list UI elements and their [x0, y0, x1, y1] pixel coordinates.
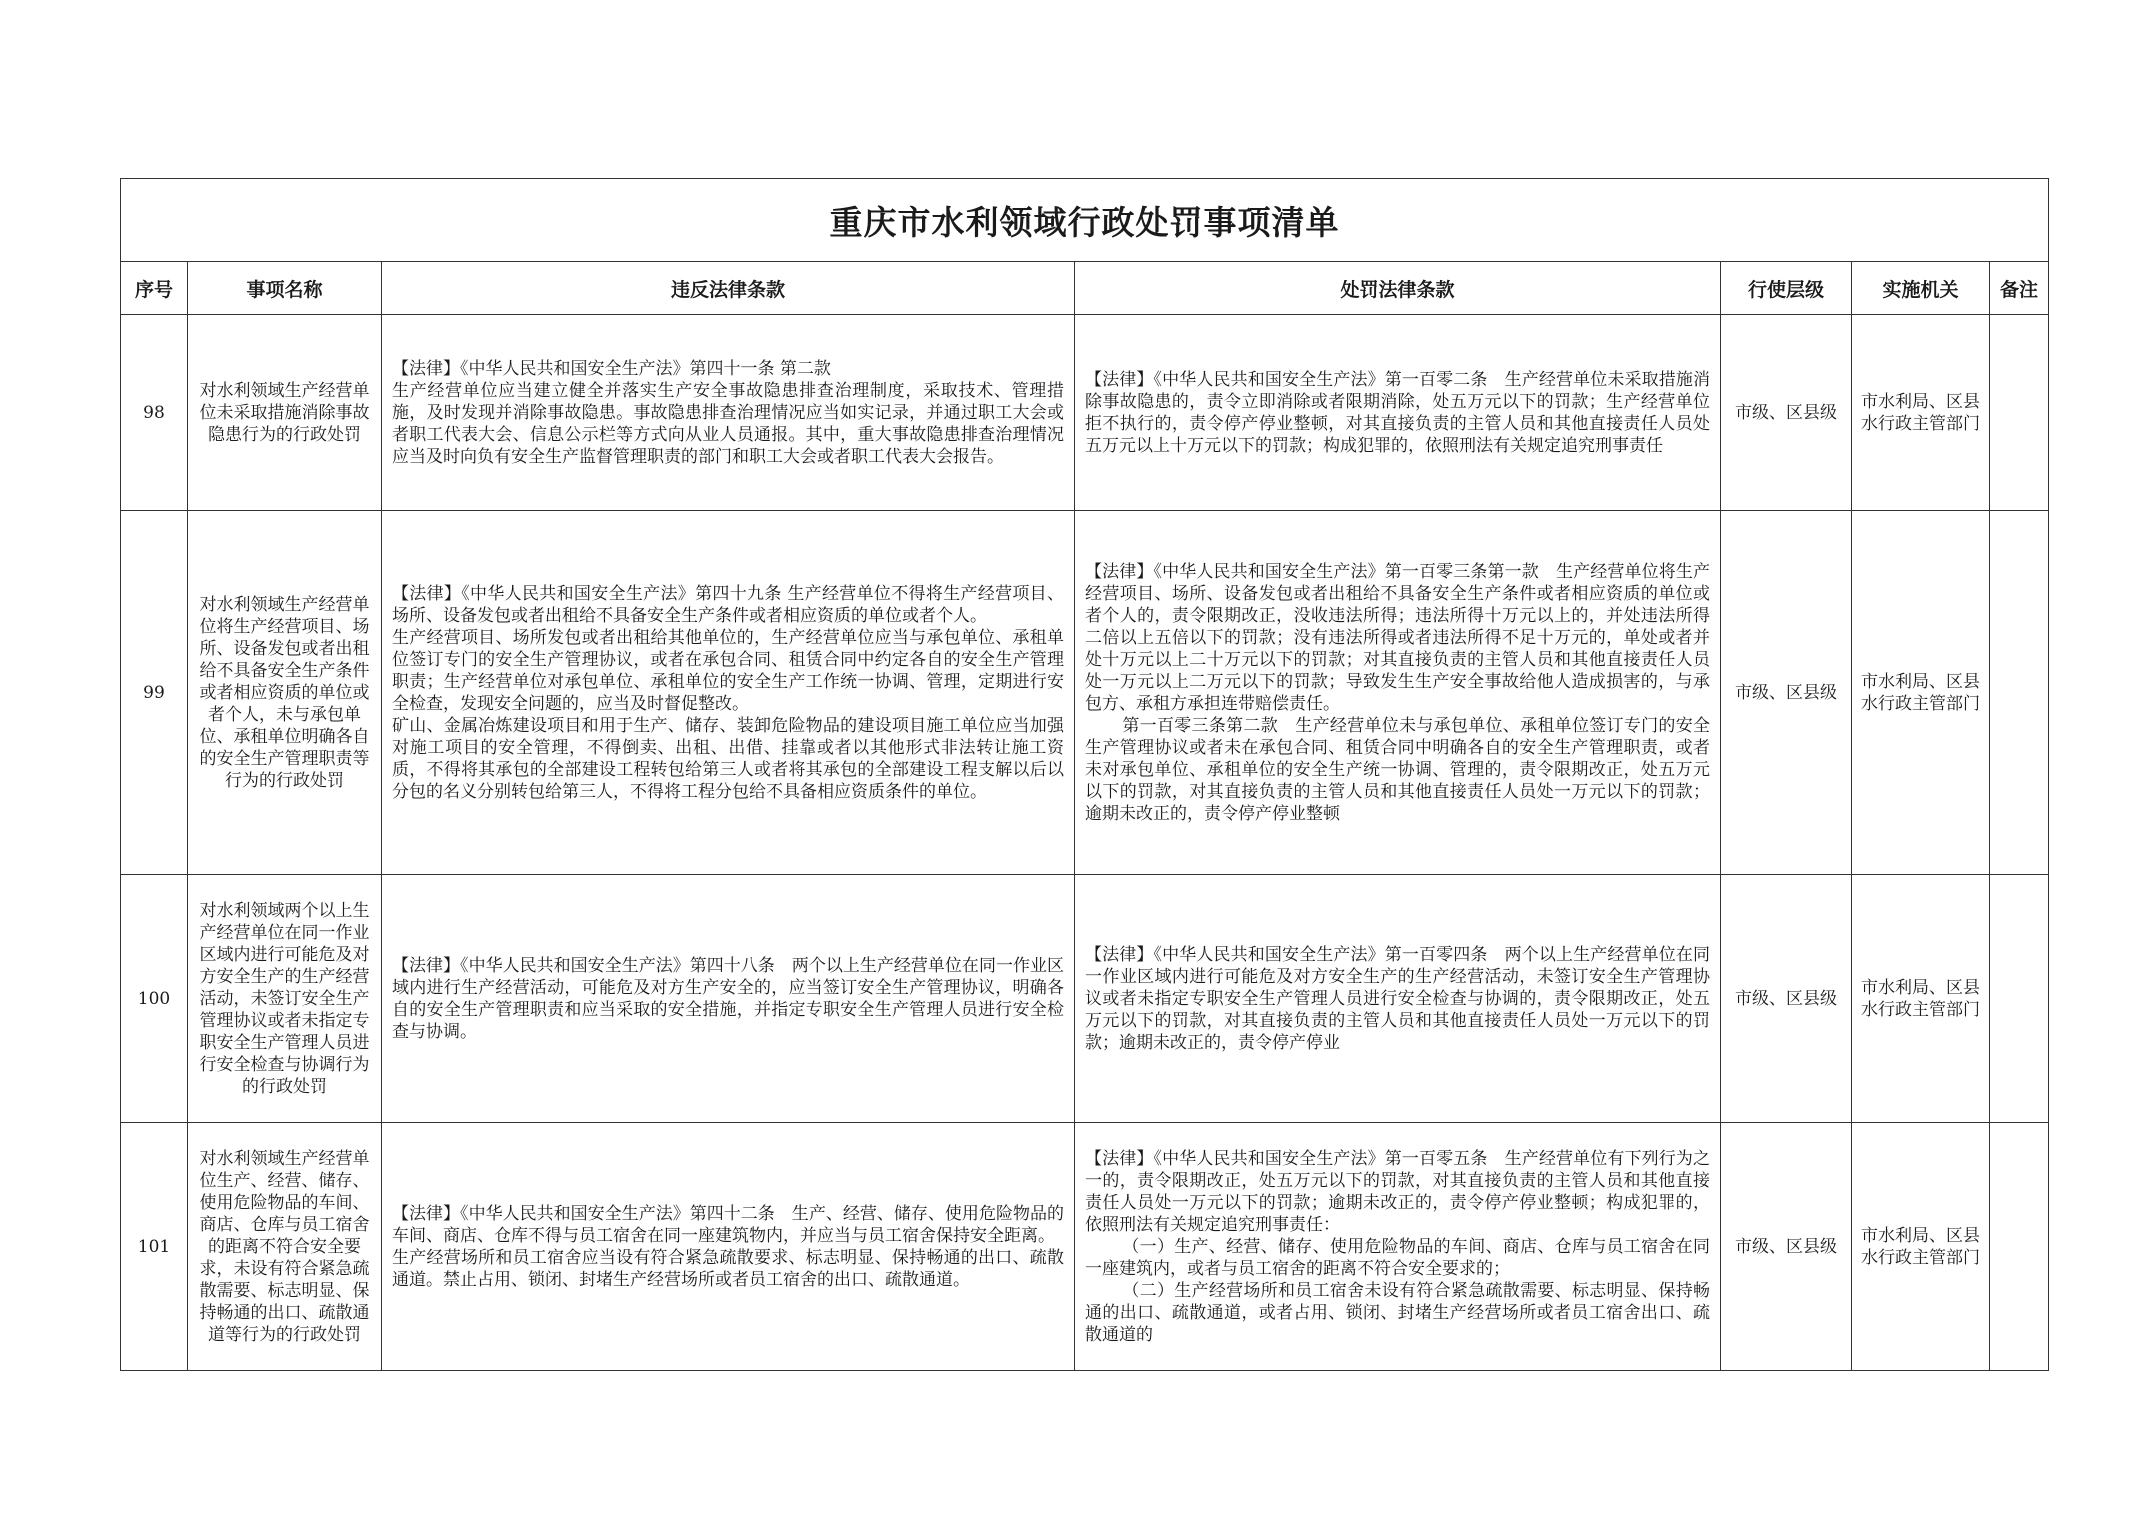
row-agency: 市水利局、区县水行政主管部门: [1852, 1123, 1990, 1371]
row-violation-clause: [382, 511, 1075, 875]
violation-paragraph: 生产经营单位应当建立健全并落实生产安全事故隐患排查治理制度，采取技术、管理措施，及时发现并消除事故隐患。事故隐患排查治理情况应当如实记录，并通过职工大会或者职工代表大会、信息公示栏等方式向从业人员通报。其中，重大事故隐患排查治理情况应当及时向负有安全生产监督管理职责的部门和职工大会或者职工代表大会报告。: [392, 380, 1064, 467]
penalty-paragraph: 【法律】《中华人民共和国安全生产法》第一百零四条 两个以上生产经营单位在同一作业区域内进行可能危及对方安全生产的生产经营活动，未签订安全生产管理协议或者未指定专职安全生产管理人员进行安全检查与协调的，责令限期改正，处五万元以下的罚款，对其直接负责的主管人员和其他直接责任人员处一万元以下的罚款；逾期未改正的，责令停产停业: [1085, 944, 1710, 1053]
penalty-paragraph: 第一百零三条第二款 生产经营单位未与承包单位、承租单位签订专门的安全生产管理协议或者未在承包合同、租赁合同中明确各自的安全生产管理职责，或者未对承包单位、承租单位的安全生产统一协调、管理的，责令限期改正，处五万元以下的罚款，对其直接负责的主管人员和其他直接责任人员处一万元以下的罚款；逾期未改正的，责令停产停业整顿: [1085, 715, 1710, 824]
row-remark: [1990, 315, 2049, 511]
table-row: [121, 875, 2049, 1123]
row-level: 市级、区县级: [1721, 511, 1852, 875]
header-row: [121, 262, 2049, 315]
row-seq: 99: [121, 511, 188, 875]
table-row: [121, 1123, 2049, 1371]
header-agency: 实施机关: [1852, 262, 1990, 315]
header-seq: 序号: [121, 262, 188, 315]
violation-paragraph: 矿山、金属冶炼建设项目和用于生产、储存、装卸危险物品的建设项目施工单位应当加强对施工项目的安全管理，不得倒卖、出租、出借、挂靠或者以其他形式非法转让施工资质，不得将其承包的全部建设工程转包给第三人或者将其承包的全部建设工程支解以后以分包的名义分别转包给第三人，不得将工程分包给不具备相应资质条件的单位。: [392, 715, 1064, 802]
penalty-paragraph: 【法律】《中华人民共和国安全生产法》第一百零五条 生产经营单位有下列行为之一的，责令限期改正，处五万元以下的罚款，对其直接负责的主管人员和其他直接责任人员处一万元以下的罚款；逾期未改正的，责令停产停业整顿；构成犯罪的，依照刑法有关规定追究刑事责任：: [1085, 1148, 1710, 1235]
row-penalty-clause: [1075, 511, 1721, 875]
header-violation: 违反法律条款: [382, 262, 1075, 315]
violation-paragraph: 【法律】《中华人民共和国安全生产法》第四十九条 生产经营单位不得将生产经营项目、场所、设备发包或者出租给不具备安全生产条件或者相应资质的单位或者个人。: [392, 583, 1064, 626]
row-agency: 市水利局、区县水行政主管部门: [1852, 875, 1990, 1123]
row-item-name: 对水利领域生产经营单位将生产经营项目、场所、设备发包或者出租给不具备安全生产条件或者相应资质的单位或者个人，未与承包单位、承租单位明确各自的安全生产管理职责等行为的行政处罚: [188, 511, 382, 875]
row-item-name: 对水利领域生产经营单位未采取措施消除事故隐患行为的行政处罚: [188, 315, 382, 511]
row-seq: 100: [121, 875, 188, 1123]
row-violation-clause: [382, 315, 1075, 511]
row-remark: [1990, 511, 2049, 875]
row-agency: 市水利局、区县水行政主管部门: [1852, 315, 1990, 511]
row-seq: 101: [121, 1123, 188, 1371]
table-row: [121, 511, 2049, 875]
violation-paragraph: 【法律】《中华人民共和国安全生产法》第四十一条 第二款: [392, 358, 831, 379]
row-penalty-clause: [1075, 1123, 1721, 1371]
penalty-paragraph: （一）生产、经营、储存、使用危险物品的车间、商店、仓库与员工宿舍在同一座建筑内，或者与员工宿舍的距离不符合安全要求的；: [1085, 1236, 1710, 1279]
table-row: [121, 315, 2049, 511]
page-title: 重庆市水利领域行政处罚事项清单: [121, 179, 2049, 262]
header-penalty: 处罚法律条款: [1075, 262, 1721, 315]
header-name: 事项名称: [188, 262, 382, 315]
row-seq: 98: [121, 315, 188, 511]
row-agency: 市水利局、区县水行政主管部门: [1852, 511, 1990, 875]
row-remark: [1990, 1123, 2049, 1371]
violation-paragraph: 生产经营场所和员工宿舍应当设有符合紧急疏散要求、标志明显、保持畅通的出口、疏散通道。禁止占用、锁闭、封堵生产经营场所或者员工宿舍的出口、疏散通道。: [392, 1247, 1064, 1290]
row-item-name: 对水利领域生产经营单位生产、经营、储存、使用危险物品的车间、商店、仓库与员工宿舍的距离不符合安全要求，未设有符合紧急疏散需要、标志明显、保持畅通的出口、疏散通道等行为的行政处罚: [188, 1123, 382, 1371]
header-level: 行使层级: [1721, 262, 1852, 315]
row-violation-clause: [382, 875, 1075, 1123]
row-item-name: 对水利领域两个以上生产经营单位在同一作业区域内进行可能危及对方安全生产的生产经营活动，未签订安全生产管理协议或者未指定专职安全生产管理人员进行安全检查与协调行为的行政处罚: [188, 875, 382, 1123]
row-remark: [1990, 875, 2049, 1123]
row-level: 市级、区县级: [1721, 1123, 1852, 1371]
violation-paragraph: 生产经营项目、场所发包或者出租给其他单位的，生产经营单位应当与承包单位、承租单位签订专门的安全生产管理协议，或者在承包合同、租赁合同中约定各自的安全生产管理职责；生产经营单位对承包单位、承租单位的安全生产工作统一协调、管理，定期进行安全检查，发现安全问题的，应当及时督促整改。: [392, 627, 1064, 714]
row-level: 市级、区县级: [1721, 875, 1852, 1123]
violation-paragraph: 【法律】《中华人民共和国安全生产法》第四十八条 两个以上生产经营单位在同一作业区域内进行生产经营活动，可能危及对方生产安全的，应当签订安全生产管理协议，明确各自的安全生产管理职责和应当采取的安全措施，并指定专职安全生产管理人员进行安全检查与协调。: [392, 955, 1064, 1042]
row-penalty-clause: [1075, 315, 1721, 511]
row-violation-clause: [382, 1123, 1075, 1371]
penalty-paragraph: 【法律】《中华人民共和国安全生产法》第一百零二条 生产经营单位未采取措施消除事故隐患的，责令立即消除或者限期消除，处五万元以下的罚款；生产经营单位拒不执行的，责令停产停业整顿，对其直接负责的主管人员和其他直接责任人员处五万元以上十万元以下的罚款；构成犯罪的，依照刑法有关规定追究刑事责任: [1085, 369, 1710, 456]
penalty-list-sheet: [120, 178, 2039, 1371]
penalty-paragraph: 【法律】《中华人民共和国安全生产法》第一百零三条第一款 生产经营单位将生产经营项目、场所、设备发包或者出租给不具备安全生产条件或者相应资质的单位或者个人的，责令限期改正，没收违法所得；违法所得十万元以上的，并处违法所得二倍以上五倍以下的罚款；没有违法所得或者违法所得不足十万元的，单处或者并处十万元以上二十万元以下的罚款；对其直接负责的主管人员和其他直接责任人员处一万元以上二万元以下的罚款；导致发生生产安全事故给他人造成损害的，与承包方、承租方承担连带赔偿责任。: [1085, 561, 1710, 714]
row-level: 市级、区县级: [1721, 315, 1852, 511]
header-remark: 备注: [1990, 262, 2049, 315]
violation-paragraph: 【法律】《中华人民共和国安全生产法》第四十二条 生产、经营、储存、使用危险物品的车间、商店、仓库不得与员工宿舍在同一座建筑物内，并应当与员工宿舍保持安全距离。: [392, 1203, 1064, 1246]
penalty-paragraph: （二）生产经营场所和员工宿舍未设有符合紧急疏散需要、标志明显、保持畅通的出口、疏散通道，或者占用、锁闭、封堵生产经营场所或者员工宿舍出口、疏散通道的: [1085, 1280, 1710, 1345]
penalty-table: [120, 178, 2049, 1371]
row-penalty-clause: [1075, 875, 1721, 1123]
